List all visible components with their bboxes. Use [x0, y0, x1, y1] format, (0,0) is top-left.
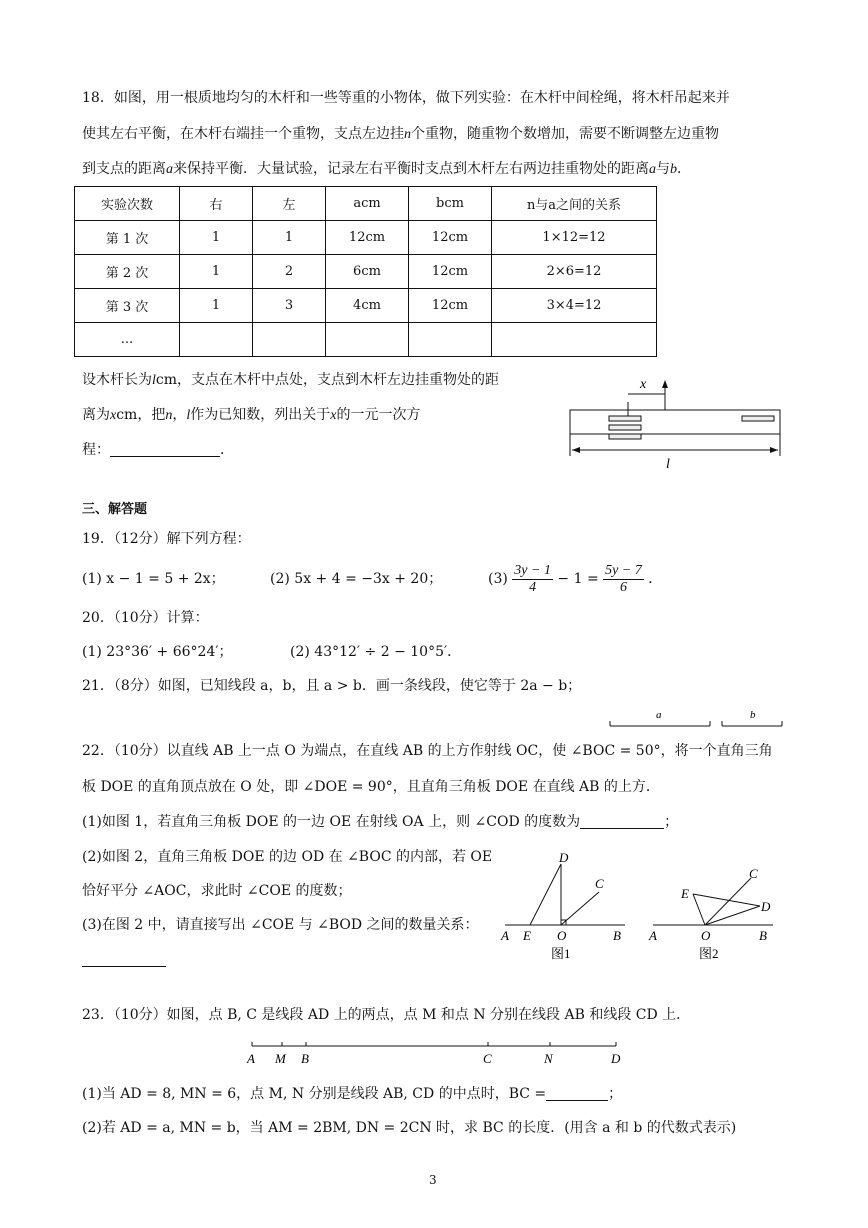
q20-title: 20．（10分）计算：	[82, 610, 209, 626]
q18-para3: 程： ．	[82, 442, 234, 458]
table-header: 左	[253, 187, 326, 221]
q22-answer-line	[82, 950, 166, 970]
table-header: bcm	[409, 187, 492, 221]
table-cell: 4cm	[326, 289, 409, 323]
weight	[609, 416, 641, 421]
q18-para1: 设木杆长为lcm，支点在木杆中点处，支点到木杆左边挂重物处的距	[82, 372, 500, 388]
weight	[609, 425, 641, 430]
answer-blank[interactable]	[580, 814, 664, 829]
table-cell: ...	[75, 323, 180, 357]
table-cell: 3	[253, 289, 326, 323]
q19-title: 19．（12分）解下列方程：	[82, 531, 251, 547]
q20-expr1: (1) 23°36′ + 66°24′；	[82, 644, 233, 660]
arrow-right-icon	[770, 447, 778, 453]
arrow-up-icon	[662, 380, 668, 388]
table-header: acm	[326, 187, 409, 221]
table-header: n与a之间的关系	[492, 187, 657, 221]
label-a: A	[247, 1051, 255, 1066]
q19-eq3: (3) $\frac{3y - 1}{4}$ − 1 = $\frac{5y - 7}{6}$ ．	[488, 562, 663, 595]
table-cell: 1	[180, 289, 253, 323]
section-title: 三、解答题	[82, 502, 148, 517]
lever-figure	[560, 372, 790, 472]
label-o: O	[557, 928, 567, 943]
label-d: D	[611, 1051, 621, 1066]
q21-text: 21．（8分）如图，已知线段 a，b，且 a > b．画一条线段，使它等于 2a − b；	[82, 678, 582, 694]
table-cell	[326, 323, 409, 357]
answer-blank[interactable]	[82, 952, 166, 967]
label-e: E	[523, 928, 531, 943]
table-row	[75, 221, 657, 255]
lever-rod	[570, 410, 780, 434]
arrow-left-icon	[572, 447, 580, 453]
table-row	[75, 323, 657, 357]
table-cell: 1×12=12	[492, 221, 657, 255]
q22-line2: 板 DOE 的直角顶点放在 O 处，即 ∠DOE = 90°，且直角三角板 DOE 在直线 AB 的上方．	[82, 779, 660, 795]
label-n: N	[544, 1051, 553, 1066]
table-cell	[253, 323, 326, 357]
table-cell: 1	[253, 221, 326, 255]
table-cell: 12cm	[409, 289, 492, 323]
label-l: l	[666, 457, 670, 472]
label-a: A	[501, 928, 509, 943]
answer-blank[interactable]	[110, 442, 220, 457]
segment-oe	[693, 894, 705, 925]
table-cell: 12cm	[409, 255, 492, 289]
table-cell: 1	[180, 221, 253, 255]
label-m: M	[275, 1051, 286, 1066]
q19-eq2: (2) 5x + 4 = −3x + 20；	[270, 571, 443, 587]
q23-line2: (1)当 AD = 8, MN = 6，点 M, N 分别是线段 AB, CD 的中点时，BC = ；	[82, 1086, 623, 1102]
q22-line4: (2)如图 2，直角三角板 DOE 的边 OD 在 ∠BOC 的内部，若 OE	[82, 849, 493, 865]
table-cell: 3×4=12	[492, 289, 657, 323]
table-cell: 第 3 次	[75, 289, 180, 323]
table-row	[75, 255, 657, 289]
table-cell: 2×6=12	[492, 255, 657, 289]
fraction: $\frac{5y - 7}{6}$	[605, 562, 642, 595]
q22-line6: (3)在图 2 中，请直接写出 ∠COE 与 ∠BOD 之间的数量关系：	[82, 917, 479, 933]
q23-line3: (2)若 AD = a, MN = b，当 AM = 2BM, DN = 2CN 时，求 BC 的长度．(用含 a 和 b 的代数式表示)	[82, 1120, 737, 1136]
table-cell: 第 2 次	[75, 255, 180, 289]
weight	[609, 434, 641, 439]
label-b-2: B	[759, 928, 767, 943]
figure2-caption: 图2	[699, 946, 719, 961]
table-header: 实验次数	[75, 187, 180, 221]
answer-blank[interactable]	[546, 1086, 608, 1101]
table-header: 右	[180, 187, 253, 221]
q18-line3: 到支点的距离a来保持平衡．大量试验，记录左右平衡时支点到木杆左右两边挂重物处的距离a与b．	[82, 161, 691, 177]
page-number: 3	[429, 1173, 437, 1187]
label-e-2: E	[681, 886, 689, 901]
label-b: b	[750, 709, 756, 721]
q19-eq1: (1) x − 1 = 5 + 2x；	[82, 571, 225, 587]
label-d: D	[559, 850, 569, 865]
fraction: $\frac{3y - 1}{4}$	[514, 562, 551, 595]
q23-line1: 23．（10分）如图，点 B, C 是线段 AD 上的两点，点 M 和点 N 分别在线段 AB 和线段 CD 上．	[82, 1007, 691, 1023]
q18-line2: 使其左右平衡，在木杆右端挂一个重物，支点左边挂n个重物，随重物个数增加，需要不断调整左边重物	[82, 126, 719, 142]
q22-line3: (1)如图 1，若直角三角板 DOE 的一边 OE 在射线 OA 上，则 ∠COD 的度数为 ；	[82, 814, 679, 830]
q22-line1: 22．（10分）以直线 AB 上一点 O 为端点，在直线 AB 的上方作射线 OC，使 ∠BOC = 50°，将一个直角三角	[82, 743, 773, 759]
experiment-table	[74, 186, 657, 357]
label-c: C	[483, 1051, 492, 1066]
table-cell: 6cm	[326, 255, 409, 289]
label-o-2: O	[701, 928, 711, 943]
label-a: a	[656, 709, 662, 721]
ray-oc-2	[705, 878, 751, 925]
table-header-row	[75, 187, 657, 221]
segment-ed	[530, 864, 561, 925]
table-cell: 1	[180, 255, 253, 289]
table-cell: 2	[253, 255, 326, 289]
label-b: B	[301, 1051, 309, 1066]
label-a-2: A	[649, 928, 657, 943]
table-cell	[492, 323, 657, 357]
segment-ad-figure	[240, 1038, 630, 1068]
table-cell: 第 1 次	[75, 221, 180, 255]
label-c-2: C	[749, 866, 758, 881]
table-cell: 12cm	[326, 221, 409, 255]
label-b: B	[613, 928, 621, 943]
q18-para2: 离为xcm，把n，l作为已知数，列出关于x的一元一次方	[82, 407, 421, 423]
figure1-caption: 图1	[551, 946, 571, 961]
segment-ed-2	[693, 894, 760, 906]
table-cell	[409, 323, 492, 357]
ray-oc	[561, 892, 599, 925]
segment-od	[705, 906, 760, 925]
label-c: C	[595, 876, 604, 891]
table-cell: 12cm	[409, 221, 492, 255]
q18-line1: 18．如图，用一根质地均匀的木杆和一些等重的小物体，做下列实验：在木杆中间栓绳，将木杆吊起来并	[82, 90, 730, 106]
label-x: x	[640, 377, 647, 392]
segments-figure	[600, 706, 790, 730]
q20-expr2: (2) 43°12′ ÷ 2 − 10°5′．	[290, 644, 462, 660]
table-cell	[180, 323, 253, 357]
q22-line5: 恰好平分 ∠AOC，求此时 ∠COE 的度数；	[82, 883, 352, 899]
weight	[742, 416, 774, 421]
table-row	[75, 289, 657, 323]
angle-figures	[495, 850, 785, 965]
label-d-2: D	[761, 899, 771, 914]
